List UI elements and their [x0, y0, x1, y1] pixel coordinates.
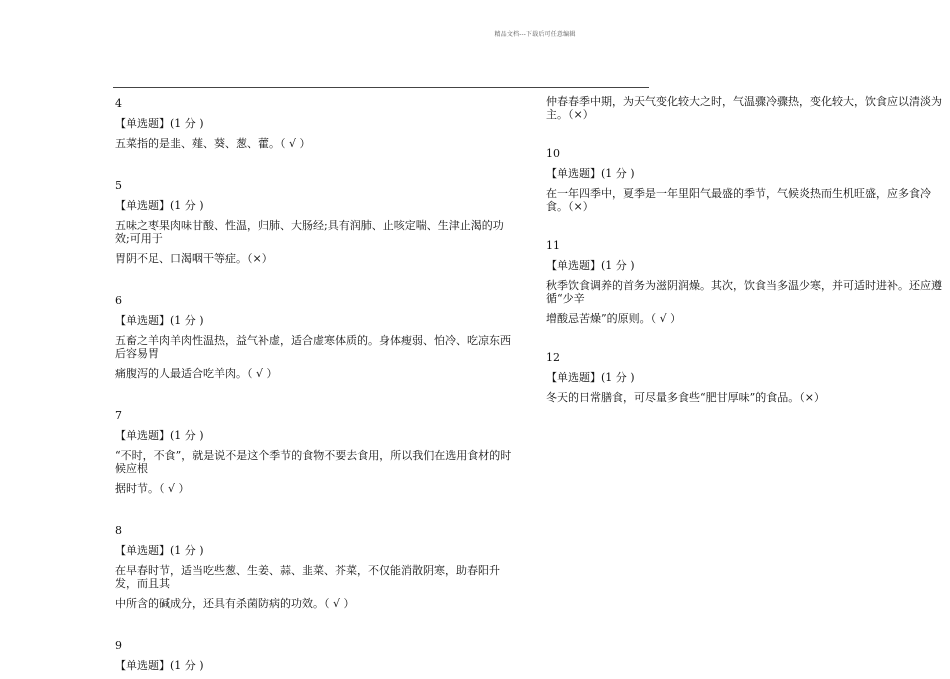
question-item	[115, 97, 517, 150]
header-divider	[113, 87, 649, 88]
question-type: 【单选题】(1 分 )	[115, 117, 204, 130]
question-type: 【单选题】(1 分 )	[546, 259, 635, 272]
question-number: 5	[115, 179, 122, 192]
question-text: “不时，不食”，就是说不是这个季节的食物不要去食用，所以我们在选用食材的时候应根	[115, 449, 512, 475]
question-number: 8	[115, 524, 122, 537]
question-text-continued: 仲春春季中期，为天气变化较大之时，气温骤冷骤热，变化较大，饮食应以清淡为主。（×）	[546, 95, 942, 121]
page-header-note: 精品文档---下载后可任意编辑	[494, 31, 576, 38]
question-item	[546, 351, 944, 404]
question-number: 9	[115, 639, 122, 652]
question-text-continued: 据时节。（ √ ）	[115, 482, 190, 495]
question-number: 7	[115, 409, 122, 422]
question-text-continued: 胃阴不足、口渴咽干等症。（×）	[115, 252, 273, 265]
left-column	[115, 97, 517, 679]
question-number: 6	[115, 294, 122, 307]
question-text: 在早春时节，适当吃些葱、生姜、蒜、韭菜、芥菜，不仅能消散阴寒，助春阳升发，而且其	[115, 564, 500, 590]
right-column	[546, 95, 944, 404]
question-item	[546, 239, 944, 325]
question-text-continued: 痛腹泻的人最适合吃羊肉。（ √ ）	[115, 367, 278, 380]
question-type: 【单选题】(1 分 )	[546, 167, 635, 180]
question-type: 【单选题】(1 分 )	[115, 429, 204, 442]
question-number: 12	[546, 351, 560, 364]
question-number: 4	[115, 97, 122, 110]
question-item	[115, 639, 517, 672]
question-text: 五味之枣果肉味甘酸、性温，归肺、大肠经;具有润肺、止咳定喘、生津止渴的功效;可用于	[115, 219, 504, 245]
question-text-continued: 增酸忌苦燥”的原则。（ √ ）	[546, 312, 682, 325]
question-text: 冬天的日常膳食，可尽量多食些“肥甘厚味”的食品。（×）	[546, 391, 825, 404]
question-type: 【单选题】(1 分 )	[115, 199, 204, 212]
question-item	[115, 409, 517, 495]
question-item	[115, 524, 517, 610]
question-type: 【单选题】(1 分 )	[115, 659, 204, 672]
question-number: 11	[546, 239, 560, 252]
question-text: 在一年四季中，夏季是一年里阳气最盛的季节，气候炎热而生机旺盛，应多食冷食。（×）	[546, 187, 931, 213]
question-type: 【单选题】(1 分 )	[115, 314, 204, 327]
question-item	[546, 147, 944, 213]
question-text: 五畜之羊肉羊肉性温热，益气补虚，适合虚寒体质的。身体瘦弱、怕冷、吃凉东西后容易胃	[115, 334, 511, 360]
question-text: 五菜指的是韭、薤、葵、葱、藿。（ √ ）	[115, 137, 311, 150]
question-item	[115, 179, 517, 265]
question-number: 10	[546, 147, 560, 160]
question-item	[115, 294, 517, 380]
question-type: 【单选题】(1 分 )	[546, 371, 635, 384]
question-type: 【单选题】(1 分 )	[115, 544, 204, 557]
question-text: 秋季饮食调养的首务为滋阴润燥。其次，饮食当多温少寒，并可适时进补。还应遵循“少辛	[546, 279, 942, 305]
question-text-continued: 中所含的碱成分，还具有杀菌防病的功效。（ √ ）	[115, 597, 355, 610]
